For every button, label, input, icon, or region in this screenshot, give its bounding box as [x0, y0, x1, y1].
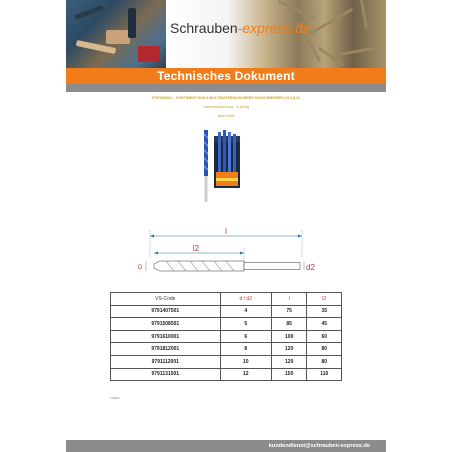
- product-line: 9797000001 – SORTIMENT B2D 5 MULTIMATERIALBOHRER DURCHMESSER 4,5,6,8,10: [151, 96, 301, 100]
- case-drill-4: [233, 134, 236, 172]
- cell-vs-code: 9791610001: [111, 330, 221, 343]
- workshop-photo: [66, 0, 166, 69]
- drill-shank: [244, 263, 300, 270]
- arrow-l2-left: [154, 252, 158, 255]
- cell-flute-length: 35: [307, 305, 342, 318]
- cell-length: 150: [271, 368, 307, 381]
- arrow-l2-right: [240, 252, 244, 255]
- cell-length: 85: [271, 318, 307, 331]
- product-image: [196, 126, 256, 210]
- cell-vs-code: 9791407501: [111, 305, 221, 318]
- cell-diameter: 10: [220, 355, 271, 368]
- case-drill-3: [228, 132, 231, 172]
- case-top: [214, 136, 240, 142]
- specs-table: [110, 292, 342, 381]
- table-row: [111, 355, 342, 368]
- col-flute-length: l2: [307, 293, 342, 306]
- brand-name: Schrauben: [170, 20, 238, 36]
- label-l: l: [225, 227, 227, 236]
- cell-length: 120: [271, 343, 307, 356]
- footer-bar: [66, 440, 386, 452]
- table-row: [111, 368, 342, 381]
- table-row: [111, 330, 342, 343]
- cell-flute-length: 60: [307, 330, 342, 343]
- label-l2: l2: [192, 244, 200, 253]
- cell-flute-length: 80: [307, 355, 342, 368]
- cell-vs-code: 9791812001: [111, 343, 221, 356]
- table-row: [111, 343, 342, 356]
- cell-length: 75: [271, 305, 307, 318]
- cell-vs-code: 9791131501: [111, 368, 221, 381]
- cell-flute-length: 80: [307, 343, 342, 356]
- cell-flute-length: 110: [307, 368, 342, 381]
- cell-vs-code: 9791112001: [111, 355, 221, 368]
- cell-length: 100: [271, 330, 307, 343]
- label-d2: d2: [306, 263, 315, 272]
- cell-diameter: 4: [220, 305, 271, 318]
- arrow-l-right: [298, 235, 302, 238]
- col-diameter: d / d2: [220, 293, 271, 306]
- cell-vs-code: 9791508501: [111, 318, 221, 331]
- footer-email-link[interactable]: kundendienst@schrauben-express.de: [268, 443, 370, 449]
- brand-suffix: -express.de: [237, 20, 311, 36]
- arrow-l-left: [150, 235, 154, 238]
- header-banner: [66, 0, 386, 69]
- document-page: [66, 0, 386, 452]
- product-feature-1: Hartmetalleinsatz, 4-seitig: [202, 104, 250, 109]
- cell-diameter: 6: [220, 330, 271, 343]
- drill-bit-shank: [205, 176, 208, 202]
- brand-logo: [170, 20, 311, 36]
- table-row: [111, 305, 342, 318]
- case-drill-2: [223, 130, 226, 172]
- cell-diameter: 8: [220, 343, 271, 356]
- footnote: TI-BLD: [110, 396, 120, 400]
- label-D: D: [138, 265, 143, 271]
- gray-strip: [66, 84, 386, 92]
- cell-length: 120: [271, 355, 307, 368]
- case-label-stripe: [216, 178, 238, 181]
- cell-diameter: 5: [220, 318, 271, 331]
- drill-dimension-drawing: [126, 224, 326, 284]
- table-header-row: [111, 293, 342, 306]
- page-title: Technisches Dokument: [157, 69, 295, 83]
- col-vs-code: VS-Code: [111, 293, 221, 306]
- col-length: l: [271, 293, 307, 306]
- cell-diameter: 12: [220, 368, 271, 381]
- case-drill-1: [218, 132, 221, 172]
- table-row: [111, 318, 342, 331]
- drill-flute-body: [154, 261, 244, 271]
- cell-flute-length: 45: [307, 318, 342, 331]
- title-bar: [66, 68, 386, 84]
- product-feature-2: geschärft: [217, 113, 235, 118]
